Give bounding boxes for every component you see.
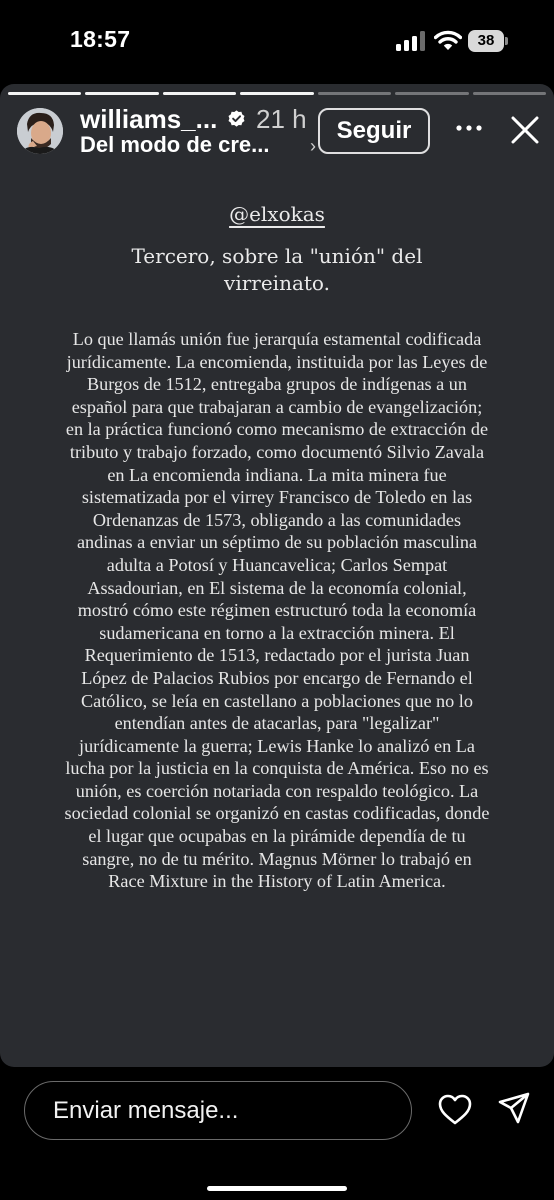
status-bar: [0, 0, 554, 84]
story-progress-segment: [318, 92, 391, 95]
battery-level: 38: [468, 30, 504, 52]
battery-tip: [505, 37, 508, 45]
story-heading: Tercero, sobre la "unión" del virreinato.: [131, 244, 423, 295]
send-message-input[interactable]: [24, 1081, 412, 1140]
mention-tag[interactable]: [0, 202, 554, 226]
heart-icon[interactable]: [438, 1094, 472, 1126]
story-progress-segment: [8, 92, 81, 95]
story-card[interactable]: [0, 84, 554, 1067]
story-progress-segment: [473, 92, 546, 95]
close-icon[interactable]: [510, 115, 540, 145]
avatar[interactable]: [17, 108, 63, 154]
story-body-text: Lo que llamás unión fue jerarquía estamental codificada jurídicamente. La encomienda, instituida por las Leyes de Burgos de 1512, entregaba grupos de indígenas a un español para que trabajaran a cambio de evangelización; en la práctica funcionó como mecanismo de extracción de tributo y trabajo forzado, como documentó Silvio Zavala en La encomienda indiana. La mita minera fue sistematizada por el virrey Francisco de Toledo en las Ordenanzas de 1573, obligando a las comunidades andinas a enviar un séptimo de su población masculina adulta a Potosí y Huancavelica; Carlos Sempat Assadourian, en El sistema de la economía colonial, mostró cómo este régimen estructuró toda la economía sudamericana en torno a la extracción minera. El Requerimiento de 1513, redactado por el jurista Juan López de Palacios Rubios por encargo de Fernando el Católico, se leía en castellano a poblaciones que no lo entendían antes de atacarlas, para "legalizar" jurídicamente la guerra; Lewis Hanke lo analizó en La lucha por la justicia en la conquista de América. Eso no es unión, es coerción notariada con respaldo teológico. La sociedad colonial se organizó en castas codificadas, donde el lugar que ocupabas en la pirámide dependía de tu sangre, no de tu mérito. Magnus Mörner lo trabajó en Race Mixture in the History of Latin America.: [64, 329, 490, 892]
story-progress-bar: [8, 92, 546, 96]
mention-text: @elxokas: [229, 202, 325, 226]
story-progress-segment: [85, 92, 158, 95]
story-subtitle-link[interactable]: Del modo de cre...: [80, 132, 270, 157]
follow-button[interactable]: Seguir: [318, 108, 430, 154]
verified-badge-icon: [228, 110, 245, 127]
wifi-icon: [434, 29, 462, 51]
home-indicator[interactable]: [207, 1186, 347, 1191]
story-progress-segment: [163, 92, 236, 95]
send-icon[interactable]: [498, 1092, 530, 1124]
battery-icon: [468, 30, 508, 52]
signal-icon: [396, 31, 426, 51]
story-timestamp: 21 h: [256, 104, 307, 134]
story-progress-segment: [240, 92, 313, 95]
more-icon[interactable]: [456, 124, 482, 132]
chevron-right-icon: ›: [310, 136, 316, 156]
story-progress-segment: [395, 92, 468, 95]
status-time: 18:57: [70, 26, 131, 52]
username[interactable]: williams_...: [80, 104, 218, 134]
avatar-photo-icon: [17, 108, 63, 154]
